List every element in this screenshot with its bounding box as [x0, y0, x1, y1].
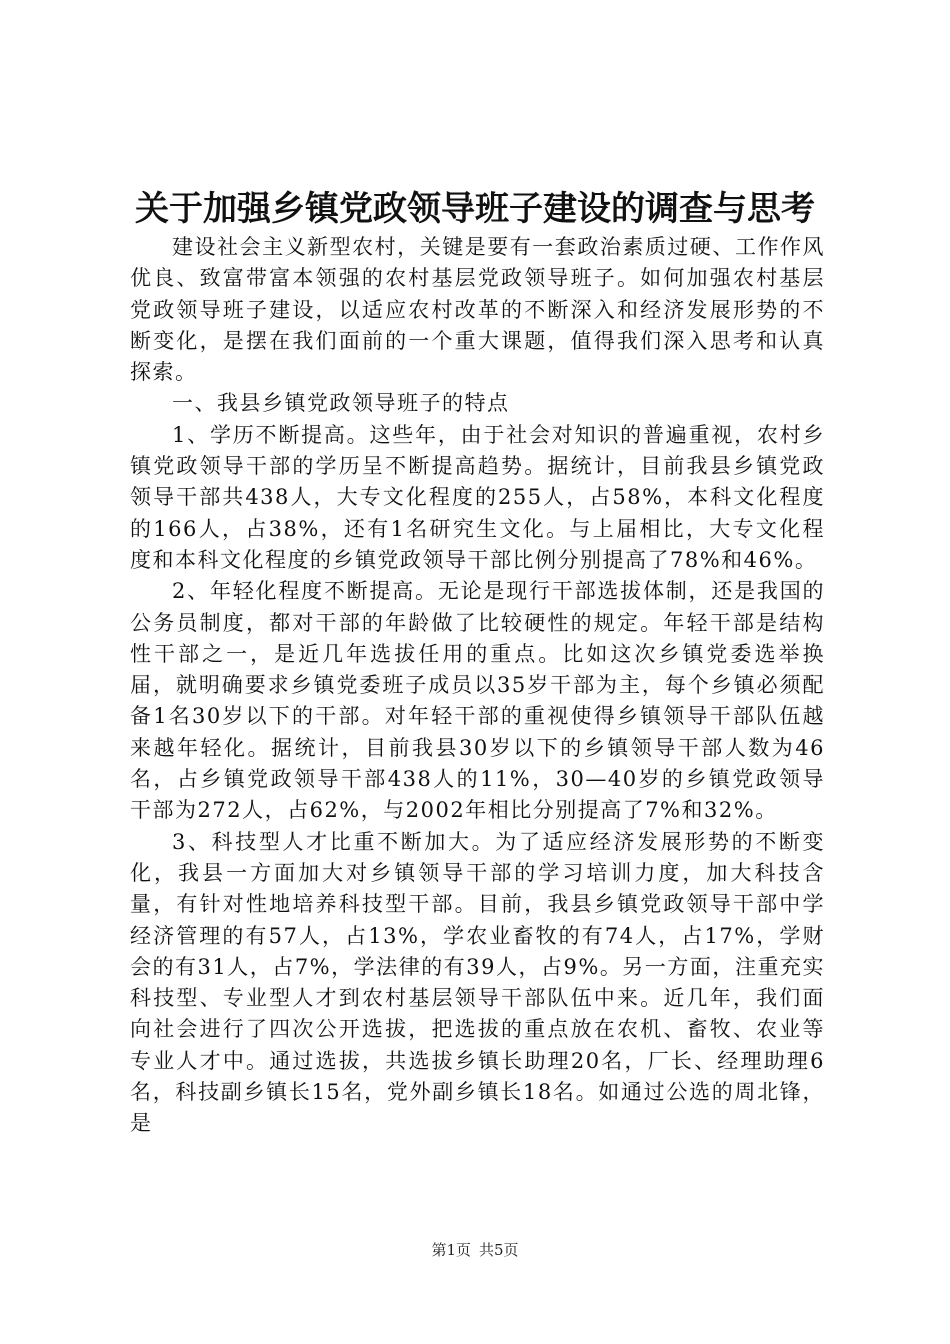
- point-1-paragraph: 1、学历不断提高。这些年，由于社会对知识的普遍重视，农村乡镇党政领导干部的学历呈不断提高趋势。据统计，目前我县乡镇党政领导干部共438人，大专文化程度的255人，占58%，本科文化程度的166人，占38%，还有1名研究生文化。与上届相比，大专文化程度和本科文化程度的乡镇党政领导干部比例分别提高了78%和46%。: [130, 422, 825, 572]
- page-footer: [0, 1240, 950, 1260]
- section-heading: 一、我县乡镇党政领导班子的特点: [172, 391, 510, 416]
- page-total: 共5页: [479, 1241, 519, 1259]
- intro-paragraph: 建设社会主义新型农村，关键是要有一套政治素质过硬、工作作风优良、致富带富本领强的农村基层党政领导班子。如何加强农村基层党政领导班子建设，以适应农村改革的不断深入和经济发展形势的不断变化，是摆在我们面前的一个重大课题，值得我们深入思考和认真探索。: [130, 235, 825, 385]
- page-number: 第1页: [431, 1241, 471, 1259]
- document-body: [130, 232, 825, 1140]
- point-3-paragraph: 3、科技型人才比重不断加大。为了适应经济发展形势的不断变化，我县一方面加大对乡镇领导干部的学习培训力度，加大科技含量，有针对性地培养科技型干部。目前，我县乡镇党政领导干部中学经济管理的有57人，占13%，学农业畜牧的有74人，占17%，学财会的有31人，占7%，学法律的有39人，占9%。另一方面，注重充实科技型、专业型人才到农村基层领导干部队伍中来。近几年，我们面向社会进行了四次公开选拔，把选拔的重点放在农机、畜牧、农业等专业人才中。通过选拔，共选拔乡镇长助理20名，厂长、经理助理6名，科技副乡镇长15名，党外副乡镇长18名。如通过公选的周北锋，是: [130, 829, 825, 1136]
- document-title: 关于加强乡镇党政领导班子建设的调查与思考: [135, 189, 815, 229]
- point-2-paragraph: 2、年轻化程度不断提高。无论是现行干部选拔体制，还是我国的公务员制度，都对干部的年龄做了比较硬性的规定。年轻干部是结构性干部之一，是近几年选拔任用的重点。比如这次乡镇党委选举换届，就明确要求乡镇党委班子成员以35岁干部为主，每个乡镇必须配备1名30岁以下的干部。对年轻干部的重视使得乡镇领导干部队伍越来越年轻化。据统计，目前我县30岁以下的乡镇领导干部人数为46名，占乡镇党政领导干部438人的11%，30—40岁的乡镇党政领导干部为272人，占62%，与2002年相比分别提高了7%和32%。: [130, 579, 825, 823]
